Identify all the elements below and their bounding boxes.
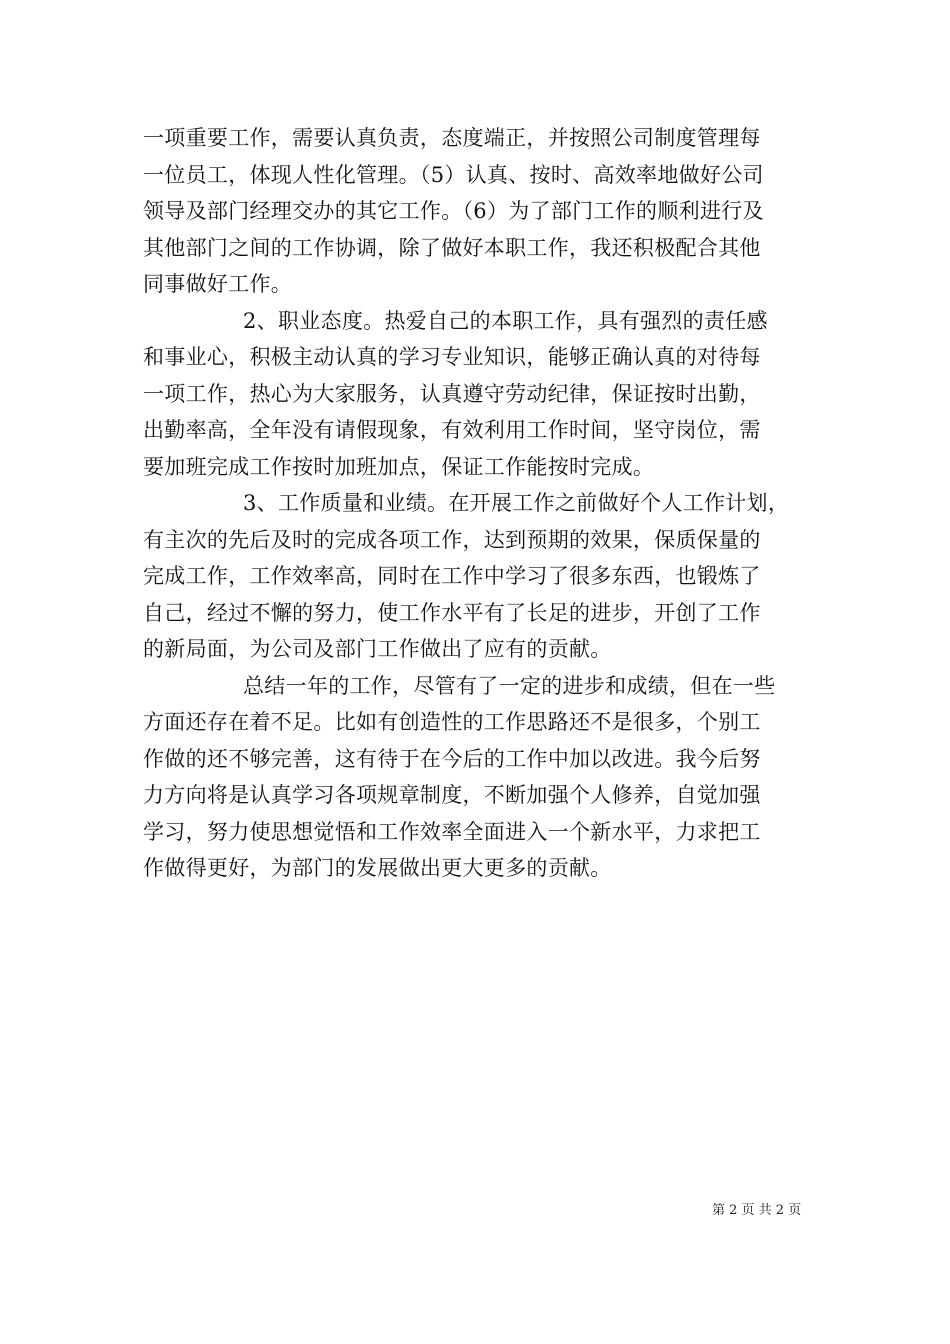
text-line: 学习，努力使思想觉悟和工作效率全面进入一个新水平，力求把工 <box>143 819 761 844</box>
text-line: 完成工作，工作效率高，同时在工作中学习了很多东西，也锻炼了 <box>143 564 761 588</box>
text-line: 领导及部门经理交办的其它工作。（6）为了部门工作的顺利进行及 <box>143 199 764 223</box>
text-line: 和事业心，积极主动认真的学习专业知识，能够正确认真的对待每 <box>143 345 761 369</box>
paragraph-summary <box>143 668 815 887</box>
text-line: 力方向将是认真学习各项规章制度，不断加强个人修养，自觉加强 <box>143 783 761 807</box>
text-line: 作做的还不够完善，这有待于在今后的工作中加以改进。我今后努 <box>143 746 761 771</box>
text-line: 的新局面，为公司及部门工作做出了应有的贡献。 <box>143 637 612 661</box>
text-line: 作做得更好，为部门的发展做出更大更多的贡献。 <box>143 856 612 880</box>
text-line: 其他部门之间的工作协调，除了做好本职工作，我还积极配合其他 <box>143 235 761 260</box>
page-number-footer: 第 2 页 共 2 页 <box>712 1203 802 1218</box>
text-line: 方面还存在着不足。比如有创造性的工作思路还不是很多，个别工 <box>143 710 761 734</box>
text-line: 出勤率高，全年没有请假现象，有效利用工作时间，坚守岗位，需 <box>143 418 761 442</box>
text-line: 有主次的先后及时的完成各项工作，达到预期的效果，保质保量的 <box>143 527 761 552</box>
text-line: 一位员工，体现人性化管理。（5）认真、按时、高效率地做好公司 <box>143 162 764 187</box>
document-body <box>143 120 815 887</box>
text-line: 2、职业态度。热爱自己的本职工作，具有强烈的责任感 <box>243 308 768 333</box>
text-line: 总结一年的工作，尽管有了一定的进步和成绩，但在一些 <box>243 673 776 698</box>
text-line: 一项工作，热心为大家服务，认真遵守劳动纪律，保证按时出勤， <box>143 381 761 406</box>
paragraph-professional-attitude <box>143 303 815 486</box>
paragraph-work-quality <box>143 485 815 668</box>
text-line: 3、工作质量和业绩。在开展工作之前做好个人工作计划， <box>243 491 790 515</box>
text-line: 要加班完成工作按时加班加点，保证工作能按时完成。 <box>143 454 655 479</box>
text-line: 自己，经过不懈的努力，使工作水平有了长足的进步，开创了工作 <box>143 600 761 625</box>
paragraph-duties-continued <box>143 120 815 303</box>
text-line: 一项重要工作，需要认真负责，态度端正，并按照公司制度管理每 <box>143 126 761 150</box>
text-line: 同事做好工作。 <box>143 272 293 296</box>
